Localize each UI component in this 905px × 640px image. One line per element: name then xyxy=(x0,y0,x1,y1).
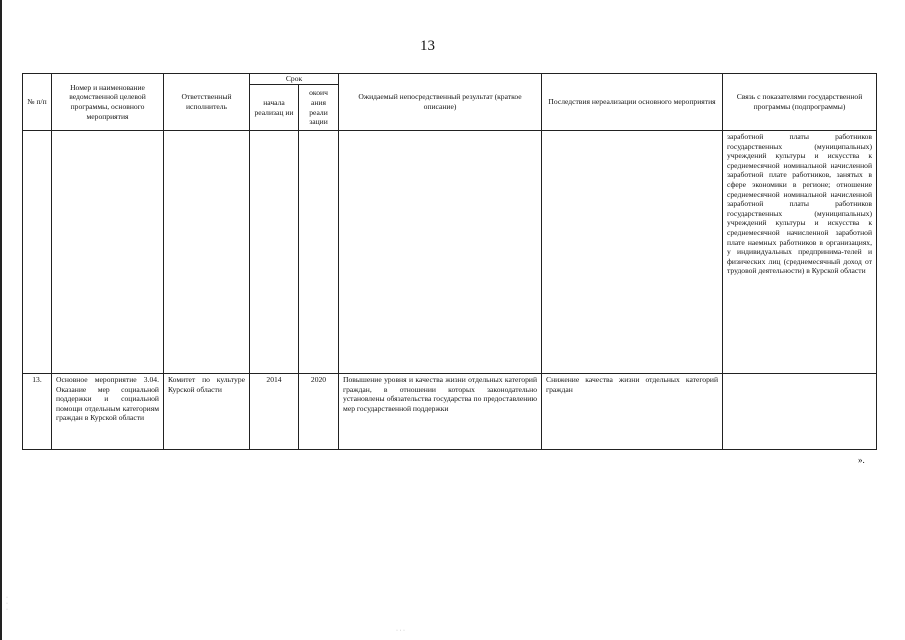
cell-executor: Комитет по культуре Курской области xyxy=(164,374,250,450)
header-num: № п/п xyxy=(23,74,52,131)
cell-link-continuation: заработной платы работников государственных (муниципальных) учреждений культуры и искусства к среднемесячной номинальной начисленной заработной плате работников, занятых в сфере экономики в регионе; отношение среднемесячной номинальной начисленной заработной платы работников государственных (муниципальных) учреждений культуры и искусства к среднемесячной начисленной заработной плате наемных работников в организациях, у индивидуальных предпринима-телей и физических лиц (среднемесячный доход от трудовой деятельности) в Курской области xyxy=(723,131,877,374)
header-executor: Ответственный исполнитель xyxy=(164,74,250,131)
cell-name: Основное мероприятие 3.04. Оказание мер социальной поддержки и социальной помощи отдельным категориям граждан в Курской области xyxy=(52,374,164,450)
table-row-13 xyxy=(23,374,877,450)
cell-empty xyxy=(250,131,299,374)
cell-consequences: Снижение качества жизни отдельных категорий граждан xyxy=(542,374,723,450)
header-row-1 xyxy=(23,74,877,85)
page-number: 13 xyxy=(420,38,435,54)
cell-start: 2014 xyxy=(250,374,299,450)
header-link: Связь с показателями государственной программы (подпрограммы) xyxy=(723,74,877,131)
end-quote-mark: ». xyxy=(858,455,865,465)
page-left-edge xyxy=(0,0,2,640)
header-term-start: начала реализац ии xyxy=(250,85,299,131)
header-consequences: Последствия нереализации основного мероприятия xyxy=(542,74,723,131)
cell-link xyxy=(723,374,877,450)
header-result: Ожидаемый непосредственный результат (краткое описание) xyxy=(339,74,542,131)
table-row-continuation xyxy=(23,131,877,374)
cell-empty xyxy=(23,131,52,374)
cell-empty xyxy=(164,131,250,374)
header-name: Номер и наименование ведомственной целевой программы, основного мероприятия xyxy=(52,74,164,131)
scan-artifact: · · · xyxy=(6,595,8,613)
cell-empty xyxy=(52,131,164,374)
cell-empty xyxy=(299,131,339,374)
cell-num: 13. xyxy=(23,374,52,450)
cell-empty xyxy=(339,131,542,374)
cell-empty xyxy=(542,131,723,374)
header-term-end: окоич ания реали зации xyxy=(299,85,339,131)
cell-end: 2020 xyxy=(299,374,339,450)
cell-result: Повышение уровня и качества жизни отдельных категорий граждан, в отношении которых законодательно установлены обязательства государства по предоставлению мер государственной поддержки xyxy=(339,374,542,450)
scan-artifact: · · · xyxy=(396,628,405,634)
program-table xyxy=(22,73,877,450)
header-term: Срок xyxy=(250,74,339,85)
